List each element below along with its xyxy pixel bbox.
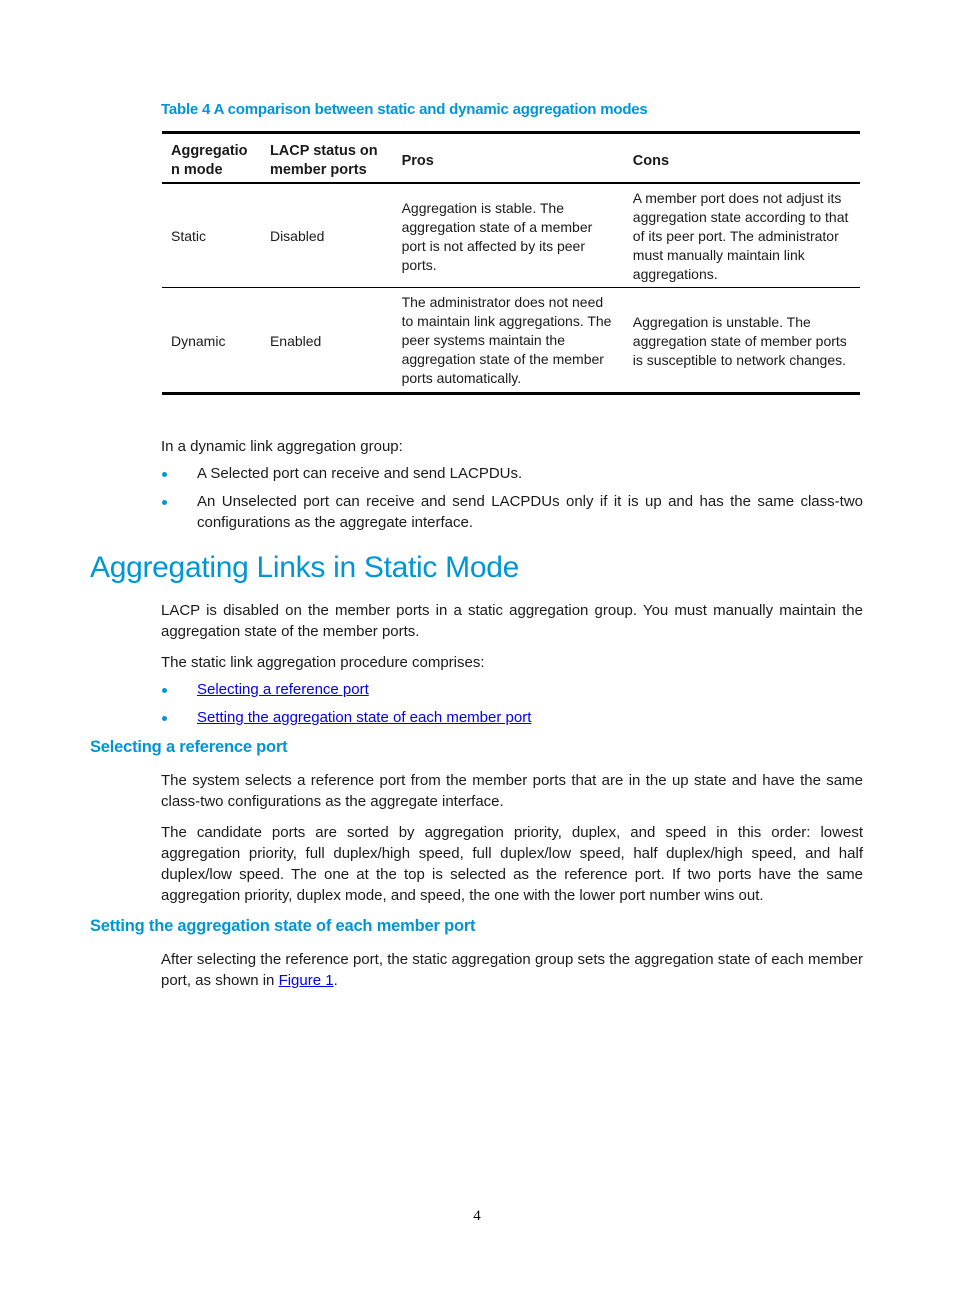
header-cons: Cons — [632, 152, 670, 169]
cell-cons: A member port does not adjust its aggregation state according to that of its peer port. The administrator must manually maintain link aggregations. — [632, 190, 849, 282]
subsection-heading-member-state: Setting the aggregation state of each member port — [90, 917, 476, 935]
reference-port-para-1: The system selects a reference port from the member ports that are in the up state and have the same class-two configurations as the aggregate interface. — [161, 772, 863, 810]
member-state-text-end: . — [333, 972, 338, 989]
static-mode-procedure-intro: The static link aggregation procedure comprises: — [161, 654, 485, 671]
member-state-para — [161, 949, 863, 991]
dynamic-group-bullets — [161, 463, 863, 540]
list-item-text: A Selected port can receive and send LACPDUs. — [197, 465, 523, 482]
cell-cons: Aggregation is unstable. The aggregation state of member ports is susceptible to network changes. — [632, 313, 847, 368]
cell-pros: The administrator does not need to maintain link aggregations. The peer systems maintain the aggregation state of the member ports automatically. — [401, 294, 612, 386]
link-setting-aggregation-state[interactable]: Setting the aggregation state of each member port — [197, 709, 532, 726]
bullet-icon — [162, 472, 167, 477]
section-heading-static-mode: Aggregating Links in Static Mode — [90, 551, 519, 584]
list-item — [161, 679, 863, 700]
procedure-links — [161, 679, 863, 735]
cell-mode: Static — [171, 228, 207, 244]
header-aggregation-mode: Aggregatio n mode — [171, 143, 248, 178]
cell-lacp-status: Enabled — [269, 332, 322, 349]
table-caption: Table 4 A comparison between static and dynamic aggregation modes — [161, 101, 648, 118]
list-item — [161, 463, 863, 484]
cell-pros: Aggregation is stable. The aggregation state of a member port is not affected by its peer ports. — [401, 199, 593, 273]
bullet-icon — [162, 716, 167, 721]
cell-lacp-status: Disabled — [269, 228, 325, 244]
comparison-table — [162, 131, 860, 395]
header-pros: Pros — [401, 152, 434, 169]
static-mode-para: LACP is disabled on the member ports in a static aggregation group. You must manually maintain the aggregation state of the member ports. — [161, 602, 863, 640]
cell-mode: Dynamic — [171, 332, 226, 349]
link-selecting-reference-port[interactable]: Selecting a reference port — [197, 681, 369, 698]
list-item — [161, 707, 863, 728]
list-item-text: An Unselected port can receive and send LACPDUs only if it is up and has the same class-two configurations as the aggregate interface. — [197, 493, 863, 531]
link-figure-1[interactable]: Figure 1 — [278, 972, 334, 989]
table-header-row — [162, 133, 860, 184]
table-row — [162, 183, 860, 288]
header-lacp-status: LACP status on member ports — [269, 143, 378, 178]
reference-port-para-2: The candidate ports are sorted by aggregation priority, duplex, and speed in this order: lowest aggregation priority, full duplex/high speed, full duplex/low speed, half duplex/high speed, and half duplex/low speed. The one at the top is selected as the reference port. If two ports have the same aggregation priority, duplex mode, and speed, the one with the lower port number wins out. — [161, 824, 863, 904]
list-item — [161, 491, 863, 533]
dynamic-group-intro: In a dynamic link aggregation group: — [161, 438, 403, 455]
member-state-text: After selecting the reference port, the static aggregation group sets the aggregation state of each member port, as shown in — [161, 951, 863, 989]
page-number: 4 — [473, 1208, 481, 1224]
bullet-icon — [162, 500, 167, 505]
subsection-heading-reference-port: Selecting a reference port — [90, 738, 288, 756]
bullet-icon — [162, 688, 167, 693]
table-row — [162, 288, 860, 394]
